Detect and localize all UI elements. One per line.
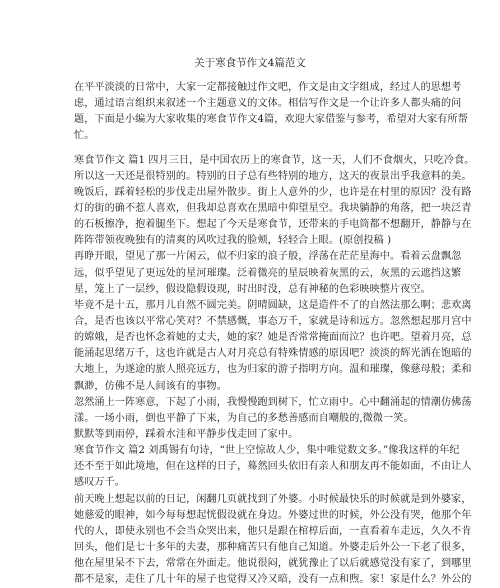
text-line: 漾。一场小雨，倒也平静了下来，为自己的多愁善感而自嘲般的,微微一笑。 — [74, 412, 414, 424]
text-line: 毕竟不是十五，那月儿自然不圆完美。阴晴圆缺，这是造件不了的自然法那么啊；悲欢离 — [74, 299, 472, 311]
text-line: 他在屋里呆不下去，常常在外面走。他说很闷，就犹豫止了以后就感觉没有家了，到哪里 — [74, 558, 472, 570]
text-line: 默默等到雨停，踩着水洼和平静步伐走回了家中。 — [74, 428, 299, 440]
text-line: 合，是否也该以平常心笑对？不禁感慨，事态万千，家就是诗和远方。忽然想起那月宫中 — [74, 315, 472, 327]
text-line: 的石板擦净，抱着腿坐下。想起了今天是寒食节，还带来的手电筒都不想翻开，静静与在 — [74, 219, 472, 231]
text-line: 忙。 — [74, 130, 95, 142]
text-line: 在平平淡淡的日常中，大家一定都接触过作文吧，作文是由文字组成，经过人的思想考 — [74, 82, 462, 93]
text-line: 能涌起思绪万千，这也许就是古人对月亮总有特殊情感的原因吧？淡淡的辉光洒在饱暗的 — [74, 348, 472, 360]
text-line: 晚饭后，踩着轻松的步伐走出屋外散步。街上人意外的少，也许是在村里的原因？没有路 — [74, 186, 472, 198]
text-line: 的嫦娥，是否也怀念着她的丈夫，她的家？她是否常常掩面而泣？也许吧。望着月亮，总 — [74, 332, 472, 344]
text-line: 寒食节作文 篇1 四月三日，是中国农历上的寒食节，这一天，人们不食烟火，只吃冷食。 — [74, 154, 475, 166]
text-line: 代的人，即使永别也不会当众哭出来，他只是跟在棺椁后面，一直看着车走远，久久不肯 — [74, 525, 472, 537]
text-line: 还不至于如此境地，但在这样的日子，蓦然回头依旧有亲人和朋友再不能如面，不由让人 — [74, 461, 472, 473]
text-line: 忽然涌上一阵寒意，下起了小雨，我慢慢跑到树下，忙立雨中。心中翻涌起的情潮仿佛荡 — [74, 396, 472, 408]
text-line: 感叹万千。 — [74, 477, 125, 489]
text-line: 她慈爱的眼神，如今每每想起恍假设就在身边。外婆过世的时候，外公没有哭，他那个年 — [74, 509, 472, 521]
paragraph-gap — [74, 145, 430, 153]
text-line: 远，似乎望见了更远处的星河璀璨。泛着微亮的星辰映着灰黑的云，灰黑的云遮挡这繁 — [74, 267, 462, 279]
text-line: 灯的街的确不惹人喜欢，但我却总喜欢在黑暗中仰望星空。我块躺静的角落，把一块泛青 — [74, 202, 472, 214]
text-line: 再睁开眼，望见了那一片闲云，似不归家的浪子般，浮荡在茫茫星海中。看着云盘飘忽 — [74, 251, 462, 263]
text-line: 飘渺，仿佛不是人间该有的事物。 — [74, 380, 227, 392]
text-line: 大地上，为遂途的旅人照亮远方，也为归家的游子指明方向。温和璀璨，像慈母般；柔和 — [74, 364, 472, 376]
text-line: 所以这一天还是很特别的。特别的日子总有些特别的地方，这天的夜景出乎我意料的美。 — [74, 170, 472, 182]
document-title: 关于寒食节作文4篇范文 — [194, 57, 306, 69]
text-line: 寒食节作文 篇2 刘禹锡有句诗，“世上空惊故人少，集中唯觉数文多。”像我这样的年纪 — [74, 445, 460, 457]
text-line: 虑，通过语言组织来叙述一个主题意义的文体。相信写作文是一个让许多人都头痛的问 — [74, 98, 462, 110]
document-body — [74, 80, 475, 588]
text-line: 星，笼上了一层纱，假设隐假设现，时出时没，总有神秘的色彩映映整片夜空。 — [74, 283, 431, 295]
text-line: 阵阵带领夜晚独有的清爽的风吹过我的脸颊，轻轻合上眼。(原创投稿 ) — [74, 235, 392, 247]
text-line: 回头，他们是七十多年的夫妻，那种痛苦只有他自己知道。外婆走后外公一下老了很多， — [74, 541, 472, 553]
text-line: 题，下面是小编为大家收集的寒食节作文4篇，欢迎大家借鉴与参考，希望对大家有所帮 — [74, 114, 468, 126]
text-line: 都不是家，走住了几十年的屋子也觉得又冷又暗，没有一点和煦。家！家是什么？外公的 — [74, 574, 472, 586]
text-line: 前天晚上想起以前的日记，闲翻几页就找到了外婆。小时候最快乐的时候就是到外婆家， — [74, 493, 472, 505]
